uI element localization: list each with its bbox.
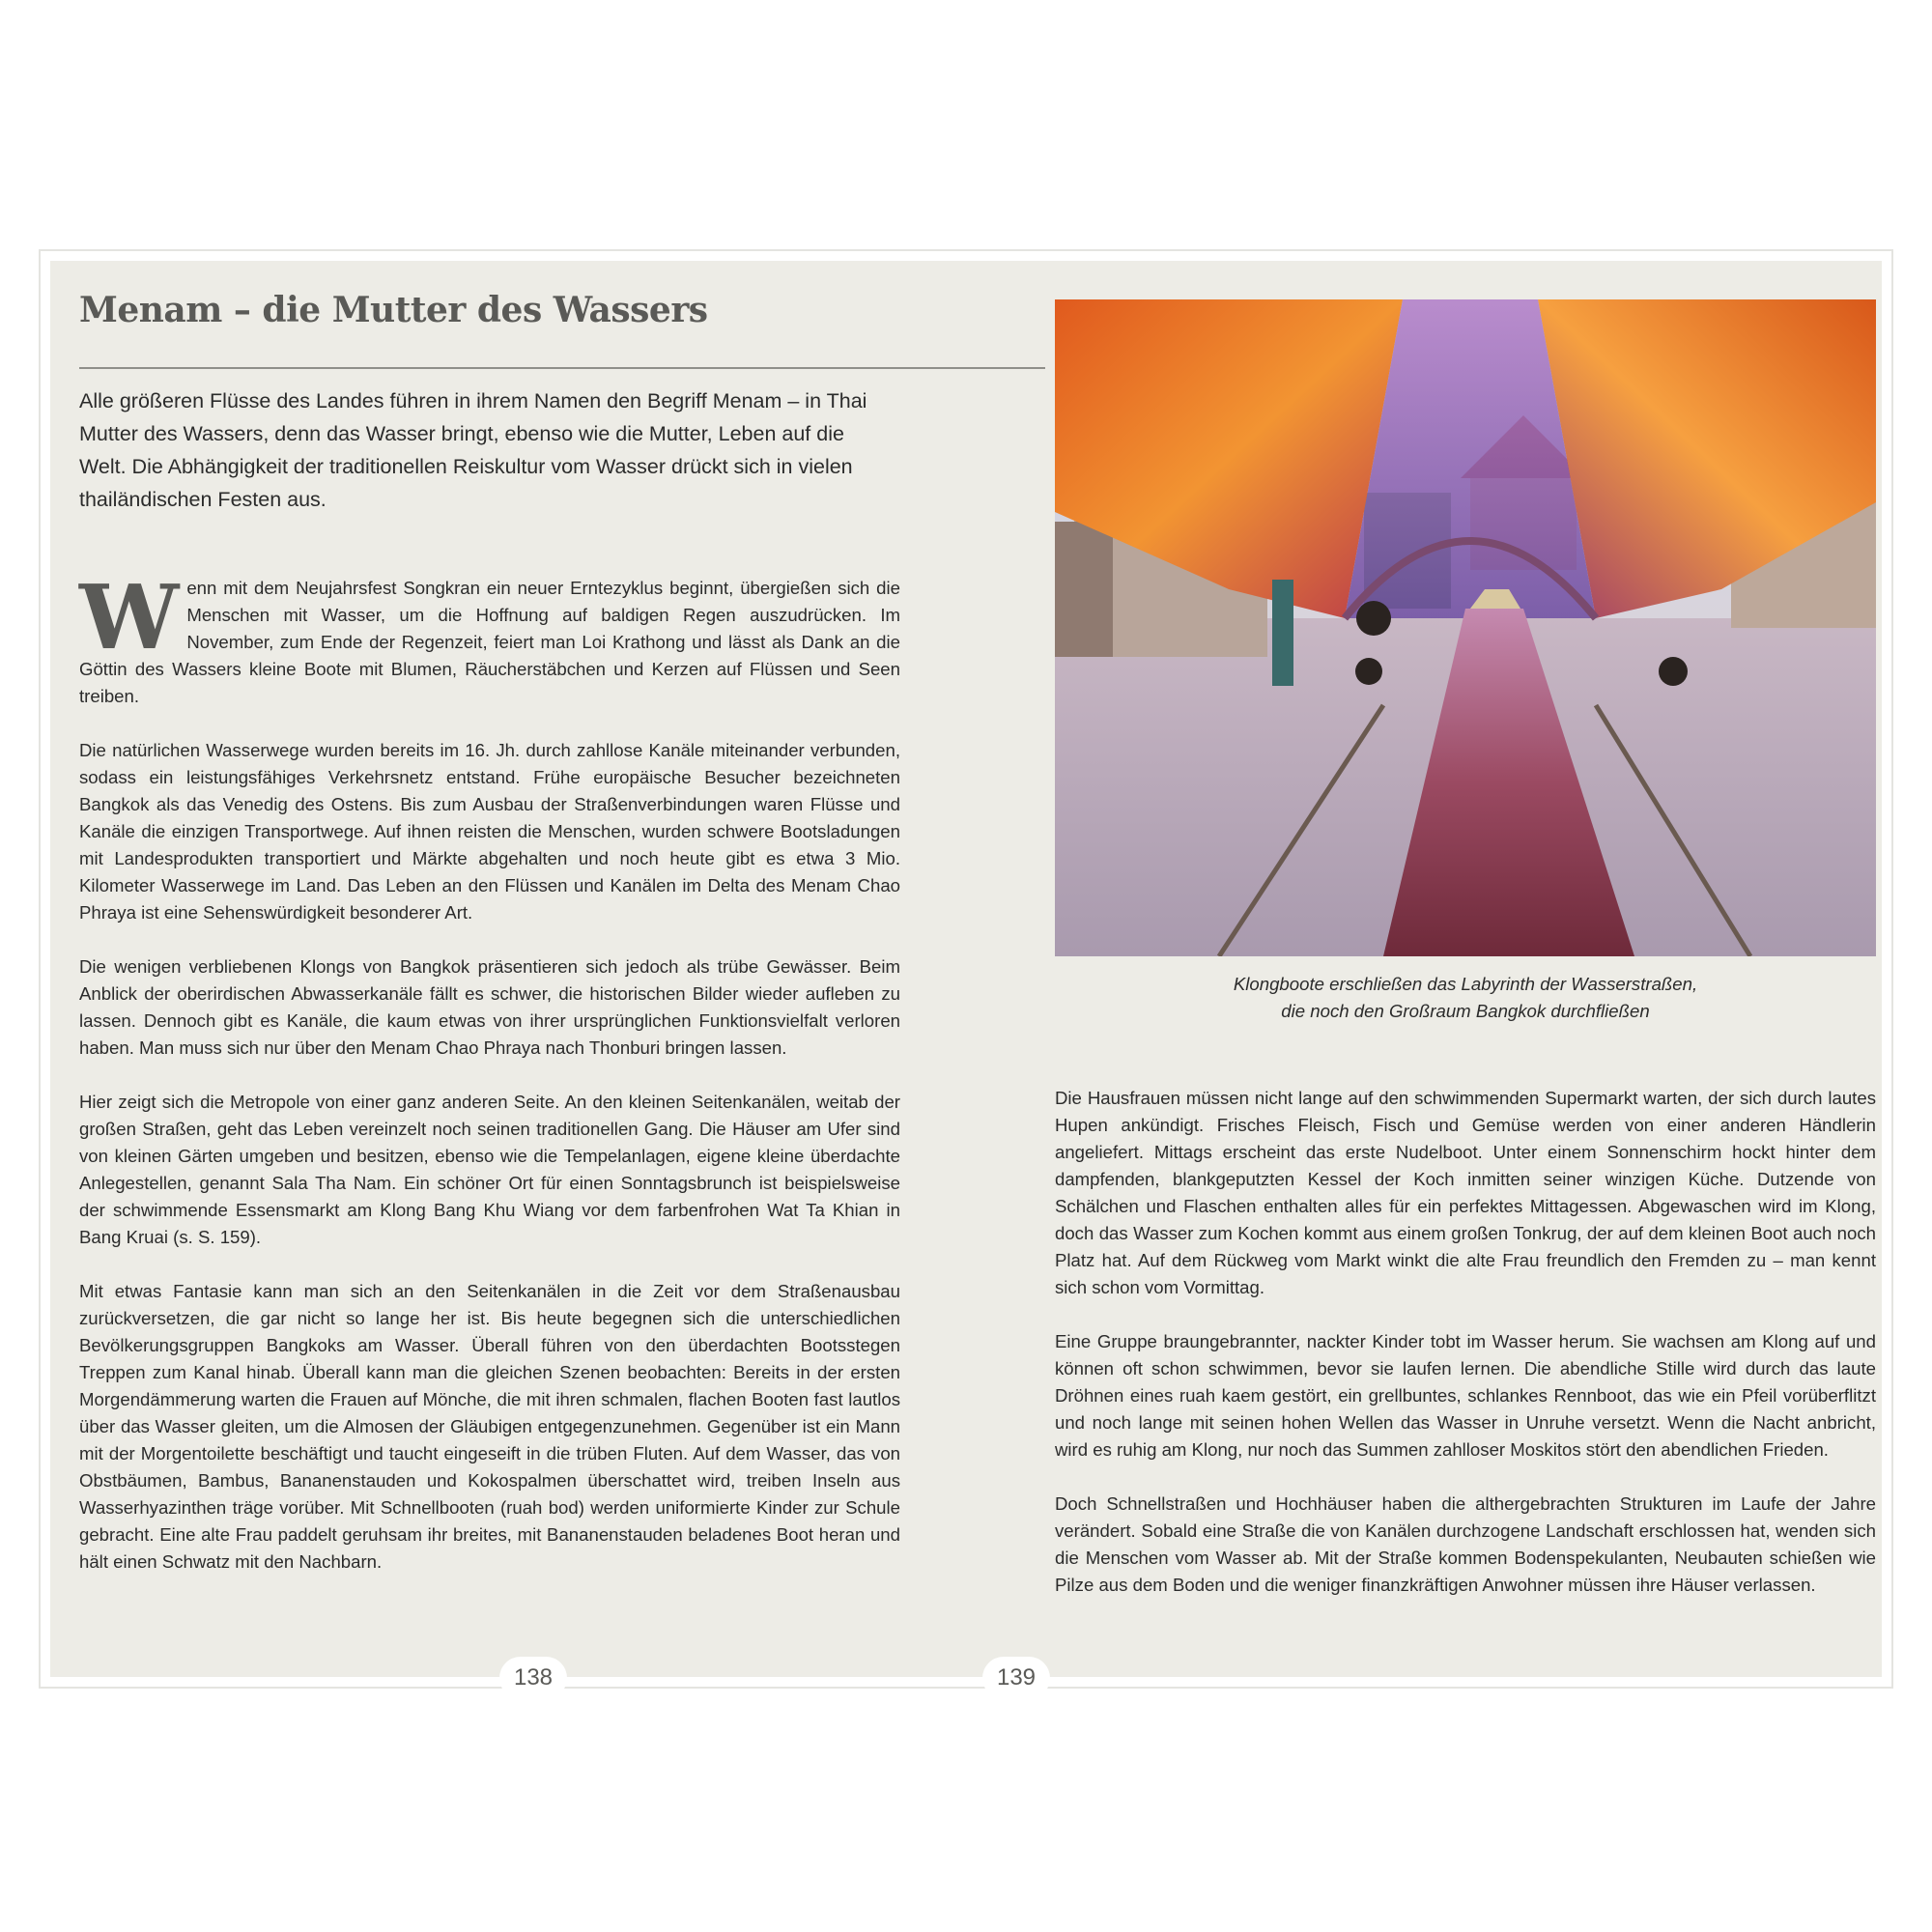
klong-boat-photo [1055,299,1876,956]
paragraph-1-text: enn mit dem Neujahrsfest Songkran ein neuer Erntezyklus beginnt, übergießen sich die Menschen mit Wasser, um die Hoffnung auf baldigen Regen auszudrücken. Im November, zum Ende der Regenzeit, feiert man Loi Krathong und lässt als Dank an die Göttin des Wassers kleine Boote mit Blumen, Räucherstäbchen und Kerzen auf Flüssen und Seen treiben. [79,578,900,706]
drop-cap: W [79,565,180,669]
page-number-right: 139 [982,1657,1050,1699]
page-number-left: 138 [499,1657,567,1699]
title-rule [79,367,1045,369]
photo-caption [1055,971,1876,1025]
paragraph-5: Mit etwas Fantasie kann man sich an den Seitenkanälen in die Zeit vor dem Straßenausbau zurückversetzen, die gar nicht so lange her ist. Bis heute begegnen sich die unterschiedlichen Bevölkerungsgruppen Bangkoks am Wasser. Überall führen von den überdachten Bootsstegen Treppen zum Kanal hinab. Überall kann man die gleichen Szenen beobachten: Bereits in der ersten Morgendämmerung warten die Frauen auf Mönche, die mit ihren schmalen, flachen Booten fast lautlos über das Wasser gleiten, um die Almosen der Gläubigen entgegenzunehmen. Gegenüber ist ein Mann mit der Morgentoilette beschäftigt und taucht eingeseift in die trüben Fluten. Auf dem Wasser, das von Obstbäumen, Bambus, Bananenstauden und Kokospalmen überschattet wird, treiben Inseln aus Wasserhyazinthen träge vorüber. Mit Schnellbooten (ruah bod) werden uniformierte Kinder zur Schule gebracht. Eine alte Frau paddelt geruhsam ihr breites, mit Bananenstauden beladenes Boot heran und hält einen Schwatz mit den Nachbarn. [79,1281,900,1572]
left-body-text [79,565,900,1603]
paragraph-7: Eine Gruppe braungebrannter, nackter Kinder tobt im Wasser herum. Sie wachsen am Klong auf und können oft schon schwimmen, bevor sie laufen lernen. Die abendliche Stille wird durch das laute Dröhnen eines ruah kaem gestört, ein grellbuntes, schlankes Rennboot, das wie ein Pfeil vorüberflitzt und noch lange mit seinen hohen Wellen das Wasser in Unruhe versetzt. Wenn die Nacht anbricht, wird es ruhig am Klong, nur noch das Summen zahlloser Moskitos stört den abendlichen Frieden. [1055,1331,1876,1460]
chapter-title: Menam – die Mutter des Wassers [79,290,708,330]
caption-line-2: die noch den Großraum Bangkok durchfließen [1281,1001,1650,1021]
lead-paragraph: Alle größeren Flüsse des Landes führen in ihrem Namen den Begriff Menam – in Thai Mutter des Wassers, denn das Wasser bringt, ebenso wie die Mutter, Leben auf die Welt. Die Abhängigkeit der traditionellen Reiskultur vom Wasser drückt sich in vielen thailändischen Festen aus. [79,389,867,511]
left-page [50,261,1016,1690]
paragraph-8: Doch Schnellstraßen und Hochhäuser haben die althergebrachten Strukturen im Laufe der Jahre verändert. Sobald eine Straße die von Kanälen durchzogene Landschaft erschlossen hat, wenden sich die Menschen vom Wasser ab. Mit der Straße kommen Bodenspekulanten, Neubauten schießen wie Pilze aus dem Boden und die weniger finanzkräftigen Anwohner müssen ihre Häuser verlassen. [1055,1493,1876,1595]
paragraph-6: Die Hausfrauen müssen nicht lange auf den schwimmenden Supermarkt warten, der sich durch lautes Hupen ankündigt. Frisches Fleisch, Fisch und Gemüse werden von einer anderen Händlerin angeliefert. Mittags erscheint das erste Nudelboot. Unter einem Sonnenschirm hockt hinter dem dampfenden, blankgeputzten Kessel der Koch inmitten seiner winzigen Küche. Dutzende von Schälchen und Flaschen enthalten alles für ein perfektes Mittagessen. Abgewaschen wird im Klong, doch das Wasser zum Kochen kommt aus einem großen Tonkrug, der auf dem kleinen Boot auch noch Platz hat. Auf dem Rückweg vom Markt winkt die alte Frau freundlich den Fremden zu – man kennt sich schon vom Vormittag. [1055,1088,1876,1297]
right-page [1016,261,1886,1677]
right-body-text [1055,1085,1876,1626]
paragraph-3: Die wenigen verbliebenen Klongs von Bangkok präsentieren sich jedoch als trübe Gewässer. Beim Anblick der oberirdischen Abwasserkanäle fällt es schwer, die historischen Bilder wieder aufleben zu lassen. Dennoch gibt es Kanäle, die kaum etwas von ihrer ursprünglichen Funktionsvielfalt verloren haben. Man muss sich nur über den Menam Chao Phraya nach Thonburi bringen lassen. [79,956,900,1058]
book-spread [39,249,1893,1689]
spread-background [50,261,1882,1690]
paragraph-4: Hier zeigt sich die Metropole von einer ganz anderen Seite. An den kleinen Seitenkanälen, weitab der großen Straßen, geht das Leben vereinzelt noch seinen traditionellen Gang. Die Häuser am Ufer sind von kleinen Gärten umgeben und besitzen, ebenso wie die Tempelanlagen, eigene kleine überdachte Anlegestellen, genannt Sala Tha Nam. Ein schöner Ort für einen Sonntagsbrunch ist beispielsweise der schwimmende Essensmarkt am Klong Bang Khu Wiang vor dem farbenfrohen Wat Ta Khian in Bang Kruai (s. S. 159). [79,1092,900,1247]
paragraph-2: Die natürlichen Wasserwege wurden bereits im 16. Jh. durch zahllose Kanäle miteinander verbunden, sodass ein leistungsfähiges Verkehrsnetz entstand. Frühe europäische Besucher bezeichneten Bangkok als das Venedig des Ostens. Bis zum Ausbau der Straßenverbindungen waren Flüsse und Kanäle die einzigen Transportwege. Auf ihnen reisten die Menschen, wurden schwere Bootsladungen mit Landesprodukten transportiert und Märkte abgehalten und noch heute gibt es etwa 3 Mio. Kilometer Wasserwege im Land. Das Leben an den Flüssen und Kanälen im Delta des Menam Chao Phraya ist eine Sehenswürdigkeit besonderer Art. [79,740,900,923]
paragraph-1 [79,565,900,710]
caption-line-1: Klongboote erschließen das Labyrinth der Wasserstraßen, [1233,974,1698,994]
